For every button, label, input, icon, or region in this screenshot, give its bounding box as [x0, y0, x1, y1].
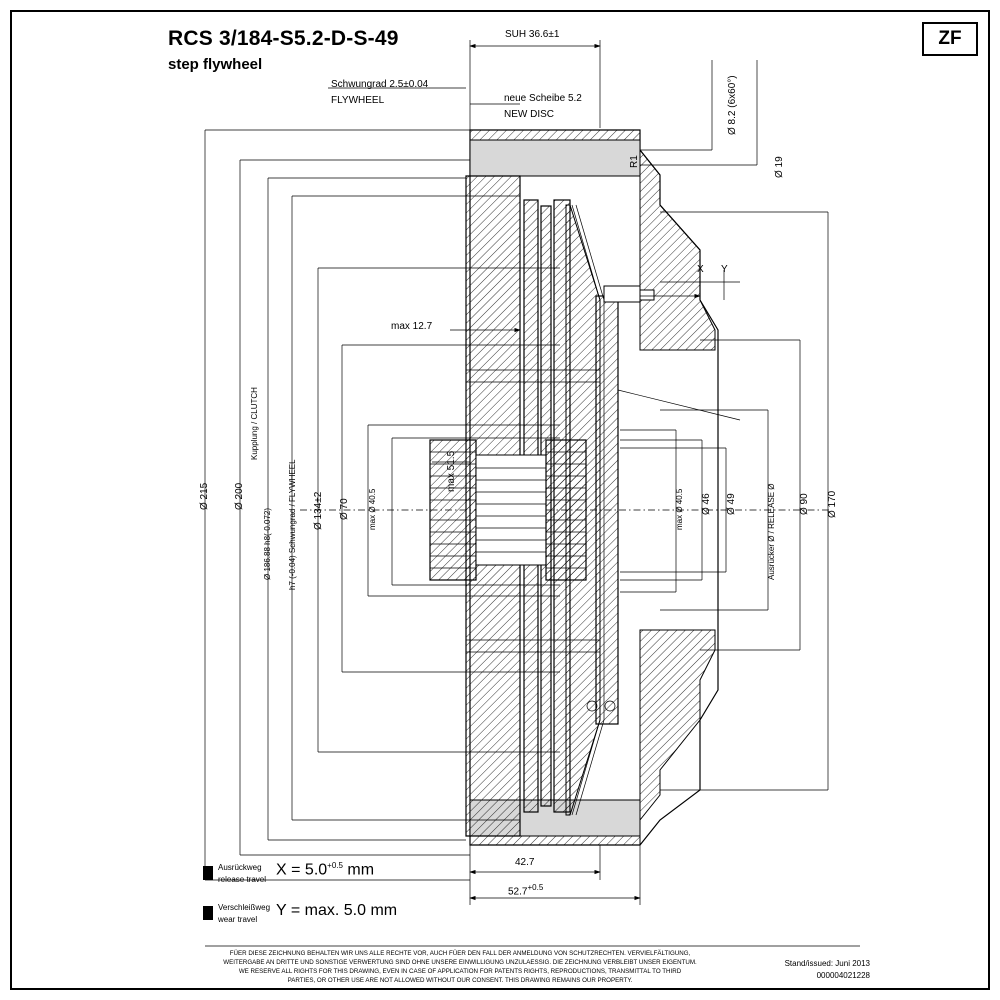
footer-legal [200, 950, 720, 986]
dim-max-51-5: max 51.5 [446, 450, 457, 492]
note-1-eq: = [290, 902, 301, 919]
dim-right-5: Ø 170 [827, 490, 838, 518]
dim-max-12-7: max 12.7 [391, 321, 433, 332]
footer-docnum: 000004021228 [816, 971, 870, 980]
note-0-value: 5.0 [304, 861, 328, 879]
note-0-eq: = [291, 861, 301, 879]
dim-left-7: max Ø 40.5 [368, 488, 377, 530]
note-1-en: wear travel [218, 915, 258, 924]
dim-left-1: Ø 200 [234, 482, 245, 510]
footer-issued: Stand/issued: Juni 2013 [784, 959, 870, 968]
callout-disc-de: neue Scheibe 5.2 [504, 93, 582, 104]
dim-right-3: Ausrücker Ø / RELEASE Ø [767, 483, 776, 580]
callout-flywheel-en: FLYWHEEL [331, 95, 385, 106]
callout-flywheel-de: Schwungrad 2.5±0.04 [331, 79, 429, 90]
page-subtitle: step flywheel [168, 56, 263, 73]
dim-left-6: Ø 70 [339, 498, 350, 520]
footer-legal-line4: PARTIES, OR OTHER USE ARE NOT ALLOWED WITHOUT OUR CONSENT. THIS DRAWING REMAINS OUR PROPERTY. [287, 976, 633, 984]
note-1-de: Verschleißweg [218, 903, 271, 912]
dim-left-2: Ø 186.88 h8(-0.072) [263, 507, 272, 580]
footer-legal-line1: FÜER DIESE ZEICHNUNG BEHALTEN WIR UNS ALLE RECHTE VOR, AUCH FÜER DEN FALL DER ANMELDUNG VON SCHUTZRECHTEN. VERVIELFÄLTIGUNG, [229, 950, 691, 957]
dim-d19: Ø 19 [774, 156, 785, 178]
dim-left-3: h7 (-0.04) Schwungrad / FLYWHEEL [288, 459, 297, 590]
detail-label-y: Y [721, 264, 728, 275]
note-1-value: max. 5.0 [304, 902, 366, 919]
note-0-unit: mm [347, 861, 375, 879]
note-1-unit: mm [370, 902, 398, 919]
note-0-sym: X [276, 861, 287, 879]
dim-hole-pattern: Ø 8.2 (6x60°) [727, 75, 738, 135]
note-0-tol: +0.5 [327, 861, 343, 870]
dim-right-4: Ø 90 [799, 493, 810, 515]
note-0-expression [276, 862, 374, 878]
dim-bottom-1 [508, 884, 543, 897]
zf-logo: ZF [922, 22, 978, 56]
dim-left-0: Ø 215 [199, 482, 210, 510]
dim-right-1: Ø 46 [701, 493, 712, 515]
footer-issue-block [650, 958, 870, 982]
footer-legal-line2: WEITERGABE AN DRITTE UND SONSTIGE VERWERTUNG SIND OHNE UNSERE EINWILLIGUNG UNZULAESSIG. DIE ZEICHNUNG VERBLEIBT UNSER EIGENTUM. [223, 958, 697, 966]
footer-legal-line3: WE RESERVE ALL RIGHTS FOR THIS DRAWING, EVEN IN CASE OF APPLICATION FOR PATENTS RIGHTS, REPRODUCTIONS, TRANSMITTAL TO THIRD [238, 967, 682, 975]
note-1-sym: Y [276, 902, 287, 919]
callout-r1: R1 [629, 155, 640, 168]
dim-suh: SUH 36.6±1 [505, 29, 560, 40]
dim-bottom-1-value: 52.7 [508, 886, 528, 898]
dim-left-5: Ø 134±2 [313, 491, 324, 530]
dim-right-0: max Ø 40.5 [675, 488, 684, 530]
callout-disc-en: NEW DISC [504, 109, 554, 120]
dim-left-4: Kupplung / CLUTCH [250, 387, 259, 460]
page-title: RCS 3/184-S5.2-D-S-49 [168, 27, 399, 50]
note-0-de: Ausrückweg [218, 863, 262, 872]
dim-bottom-1-tol: +0.5 [527, 883, 544, 892]
dim-right-2: Ø 49 [726, 493, 737, 515]
dim-bottom-0: 42.7 [515, 857, 535, 868]
detail-label-x: X [697, 264, 704, 275]
note-0-en: release travel [218, 875, 267, 884]
note-1-expression [276, 903, 397, 919]
